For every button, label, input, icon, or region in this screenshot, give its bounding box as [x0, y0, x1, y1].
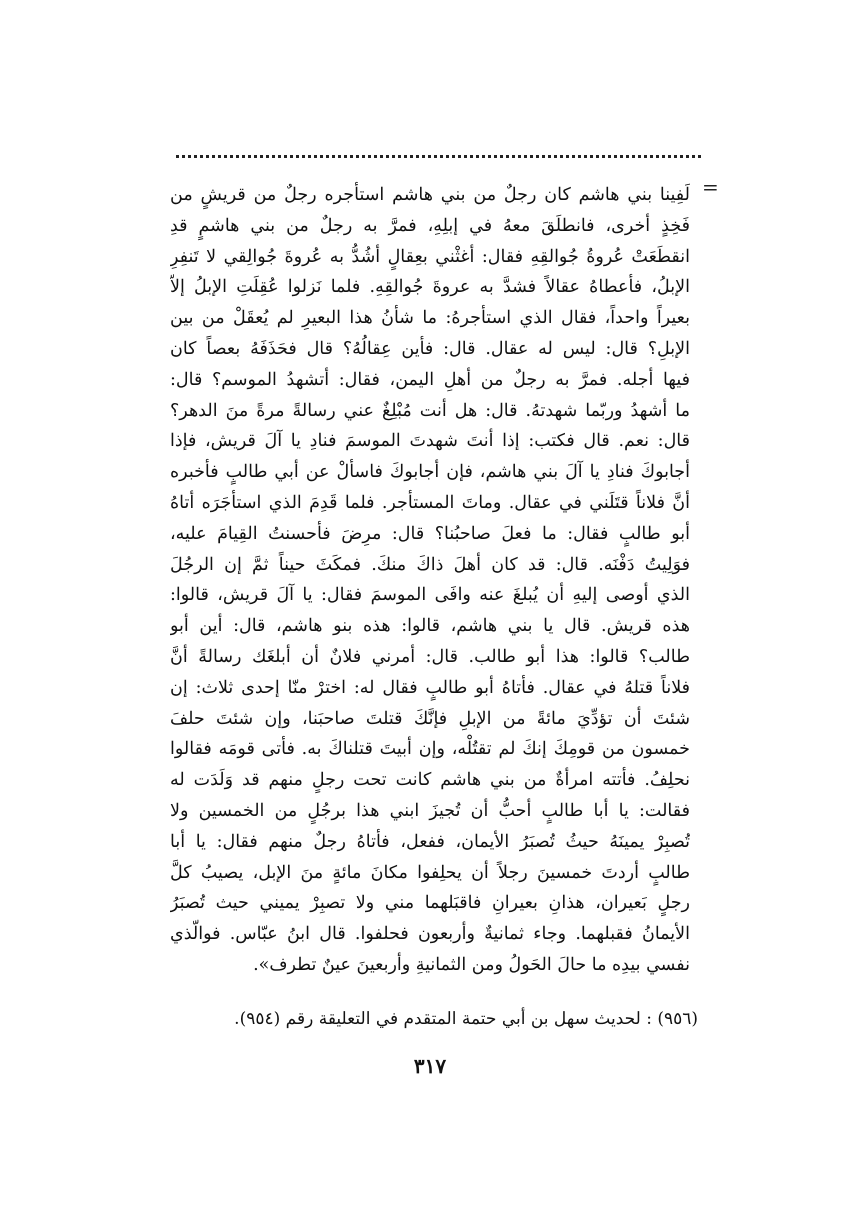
text-line: فَخِذٍ أخرى، فانطلَقَ معهُ في إبلِهِ، فمرَّ به رجلٌ من بني هاشمٍ قدِ — [170, 215, 690, 236]
text-line: نفسي بيدِه ما حالَ الحَولُ ومن الثمانيةِ وأربعينَ عينٌ تطرف». — [253, 954, 690, 975]
page-number: ٣١٧ — [413, 1054, 447, 1078]
text-line: الأيمانُ فقبلهما. وجاء ثمانيةٌ وأربعون فحلفوا. قال ابنُ عبّاس. فوالّذي — [170, 924, 690, 945]
text-line: لَفِينا بني هاشم كان رجلٌ من بني هاشم استأجره رجلٌ من قريشٍ من — [170, 185, 690, 205]
margin-mark: = — [702, 175, 719, 199]
text-line: قال: نعم. قال فكتب: إذا أنتَ شهدتَ الموسمَ فنادِ يا آلَ قريش، فإذا — [170, 431, 690, 452]
text-line: هذه قريش. قال يا بني هاشم، قالوا: هذه بنو هاشم، قال: أين أبو — [170, 616, 690, 637]
text-line: طالبٍ أردتَ خمسينَ رجلاً أن يحلِفوا مكانَ مائةٍ منَ الإبل، يصيبُ كلَّ — [170, 862, 690, 883]
text-line: تُصبِرْ يمينَهُ حيثُ تُصبَرُ الأيمان، ففعل، فأتاهُ رجلٌ منهم فقال: يا أبا — [170, 831, 690, 852]
text-line: أجابوكَ فنادِ يا آلَ بني هاشم، فإن أجابوكَ فاسألْ عن أبي طالبٍ فأخبره — [170, 462, 690, 483]
text-line: طالب؟ قالوا: هذا أبو طالب. قال: أمرني فلانٌ أن أبلغَك رسالةً أنَّ — [170, 646, 690, 667]
dotted-separator — [176, 155, 701, 158]
text-line: رجلٍ بَعيران، هذانِ بعيرانِ فاقبَلهما مني ولا تصبِرْ يميني حيث تُصبَرُ — [170, 893, 690, 914]
text-line: فلاناً قتلهُ في عقال. فأتاهُ أبو طالبٍ فقال له: اخترْ منّا إحدى ثلاث: إن — [170, 677, 690, 698]
text-line: أنَّ فلاناً قتَلَني في عقال. وماتَ المستأجر. فلما قَدِمَ الذي استأجَرَه أتاهُ — [170, 492, 690, 513]
text-line: فوَلِيتُ دَفْنَه. قال: قد كان أهلَ ذاكَ منكَ. فمكَثَ حيناً ثمَّ إن الرجُلَ — [170, 554, 690, 575]
text-line: الإبلِ؟ قال: ليس له عقال. قال: فأين عِقالُهُ؟ قال فحَذَفَهُ بعصاً كان — [170, 338, 690, 359]
main-text-block — [170, 180, 690, 981]
text-line: أبو طالبٍ فقال: ما فعلَ صاحبُنا؟ قال: مرِضَ فأحسنتُ القِيامَ عليه، — [170, 523, 690, 544]
text-line: خمسون من قومِكَ إنكَ لم تقتُلْه، وإن أبيتَ قتلناكَ به. فأتى قومَه فقالوا — [170, 739, 690, 760]
text-line: بعيراً واحداً، فقال الذي استأجرهُ: ما شأنُ هذا البعيرِ لم يُعقَلْ من بين — [170, 308, 690, 329]
text-line: فيها أجله. فمرَّ به رجلٌ من أهلِ اليمن، فقال: أتشهدُ الموسم؟ قال: — [170, 369, 690, 390]
text-line: الإبلُ، فأعطاهُ عقالاً فشدَّ به عروةَ جُوالقِهِ. فلما نَزلوا عُقِلَتِ الإبلُ إلاّ — [170, 277, 690, 298]
text-line: فقالت: يا أبا طالبٍ أحبُّ أن تُجيزَ ابني هذا برجُلٍ من الخمسين ولا — [170, 800, 690, 821]
text-line: ما أشهدُ وربّما شهدتهُ. قال: هل أنت مُبْلِغٌ عني رسالةً مرةً منَ الدهر؟ — [170, 400, 690, 421]
text-line: انقطَعَتْ عُروةُ جُوالقِهِ فقال: أغثْني بعِقالٍ أشُدُّ به عُروةَ جُوالِقي لا تَنفِرِ — [170, 246, 690, 267]
text-line: نحلِفُ. فأتته امرأةٌ من بني هاشم كانت تحت رجلٍ منهم قد وَلَدَت له — [170, 770, 690, 791]
text-line: شئتَ أن تؤدِّيَ مائةً من الإبلِ فإنَّكَ قتلتَ صاحبَنا، وإن شئتَ حلفَ — [170, 708, 690, 729]
footnote: (٩٥٦) : لحديث سهل بن أبي حتمة المتقدم في التعليقة رقم (٩٥٤). — [234, 1009, 698, 1029]
text-line: الذي أوصى إليهِ أن يُبلغَ عنه وافَى الموسمَ فقال: يا آلَ قريش، قالوا: — [170, 585, 690, 606]
